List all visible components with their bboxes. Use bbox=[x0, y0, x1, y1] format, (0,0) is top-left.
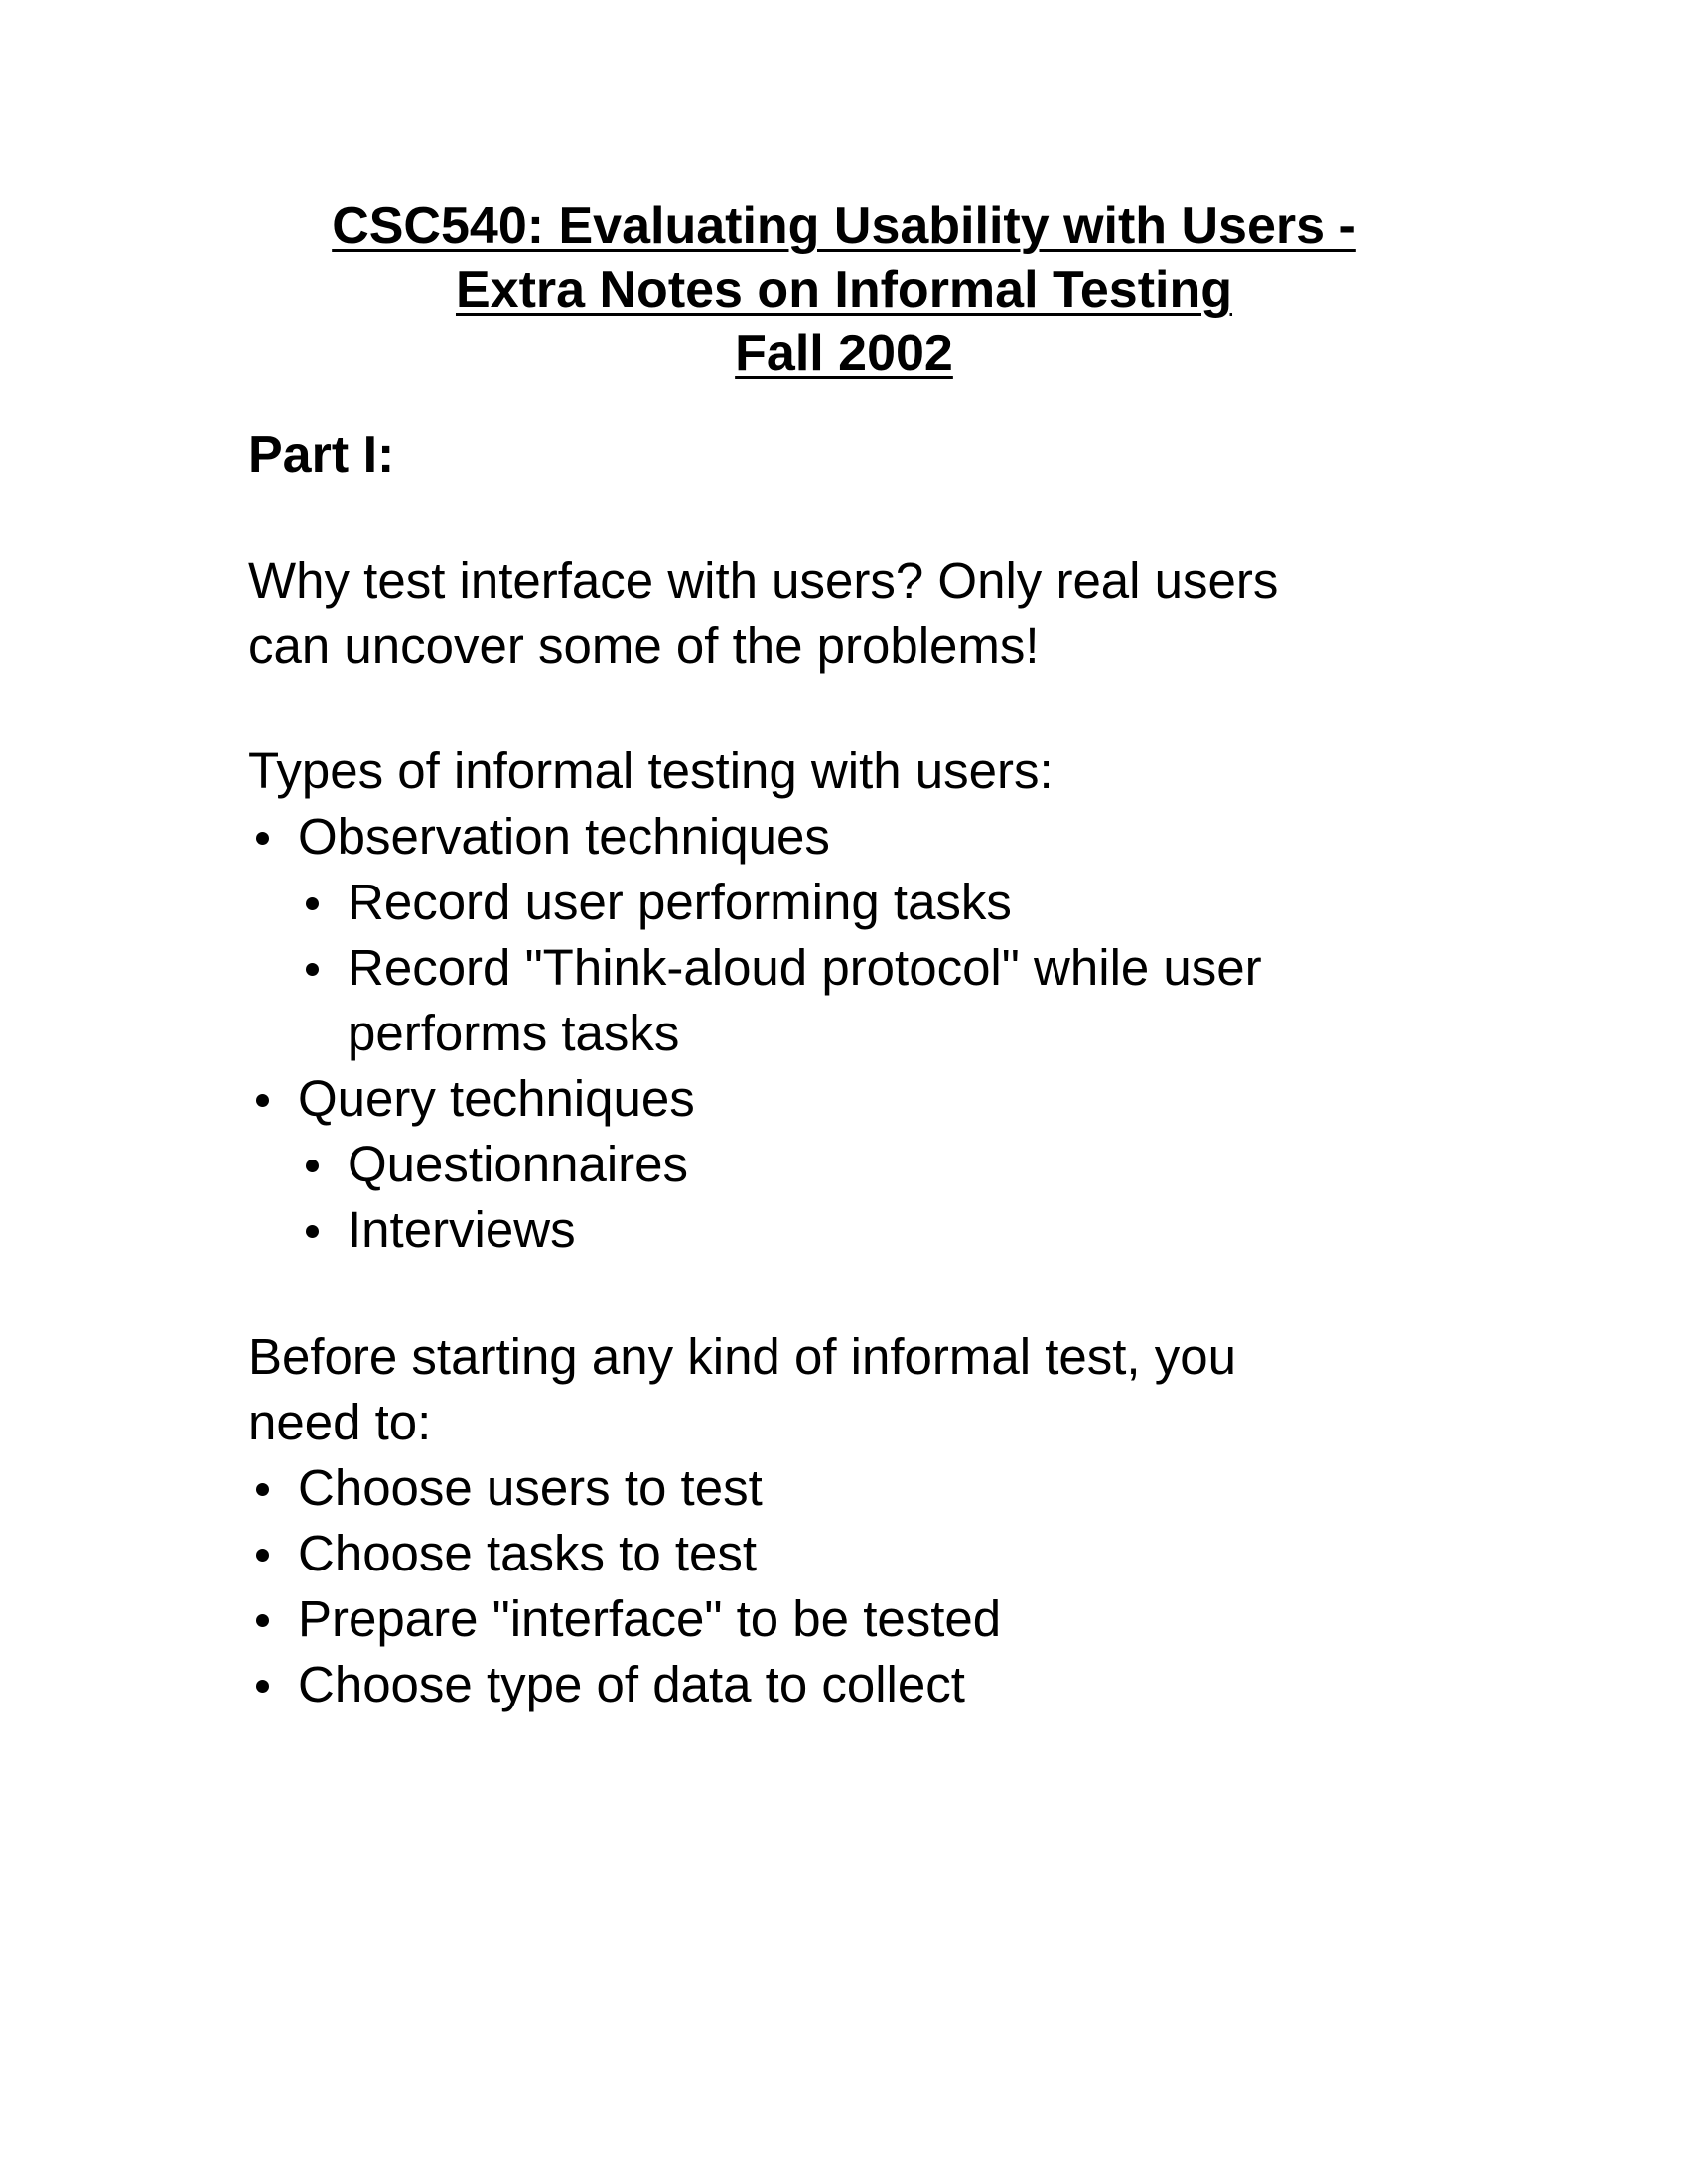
types-list bbox=[248, 804, 1440, 870]
list-item: Record user performing tasks bbox=[248, 870, 1440, 935]
types-list-2 bbox=[248, 1066, 1440, 1132]
observation-sublist bbox=[248, 870, 1440, 1066]
list-item: Questionnaires bbox=[248, 1132, 1440, 1197]
part-heading: Part I: bbox=[248, 426, 395, 483]
list-item: Choose type of data to collect bbox=[248, 1652, 1440, 1717]
before-line-2: need to: bbox=[248, 1394, 432, 1450]
list-item bbox=[248, 935, 1440, 1066]
before-list bbox=[248, 1455, 1440, 1717]
list-item: Choose tasks to test bbox=[248, 1521, 1440, 1586]
list-item-text-continued: performs tasks bbox=[348, 1005, 680, 1061]
title-line-1: CSC540: Evaluating Usability with Users - bbox=[332, 198, 1356, 255]
list-item-query: Query techniques bbox=[248, 1066, 1440, 1132]
list-item-text: Record "Think-aloud protocol" while user bbox=[348, 939, 1262, 996]
document-title bbox=[0, 195, 1688, 385]
types-intro: Types of informal testing with users: bbox=[248, 743, 1054, 799]
query-sublist bbox=[248, 1132, 1440, 1263]
types-section bbox=[248, 739, 1440, 1263]
list-item: Choose users to test bbox=[248, 1455, 1440, 1521]
why-line-2: can uncover some of the problems! bbox=[248, 617, 1040, 674]
why-paragraph bbox=[248, 548, 1440, 679]
list-item: Interviews bbox=[248, 1197, 1440, 1263]
list-item: Prepare "interface" to be tested bbox=[248, 1586, 1440, 1652]
title-line-2: Extra Notes on Informal Testing bbox=[455, 261, 1233, 319]
before-line-1: Before starting any kind of informal test, you bbox=[248, 1328, 1236, 1385]
before-section bbox=[248, 1324, 1440, 1717]
list-item-observation: Observation techniques bbox=[248, 804, 1440, 870]
why-line-1: Why test interface with users? Only real users bbox=[248, 552, 1279, 609]
title-line-3: Fall 2002 bbox=[735, 325, 953, 382]
